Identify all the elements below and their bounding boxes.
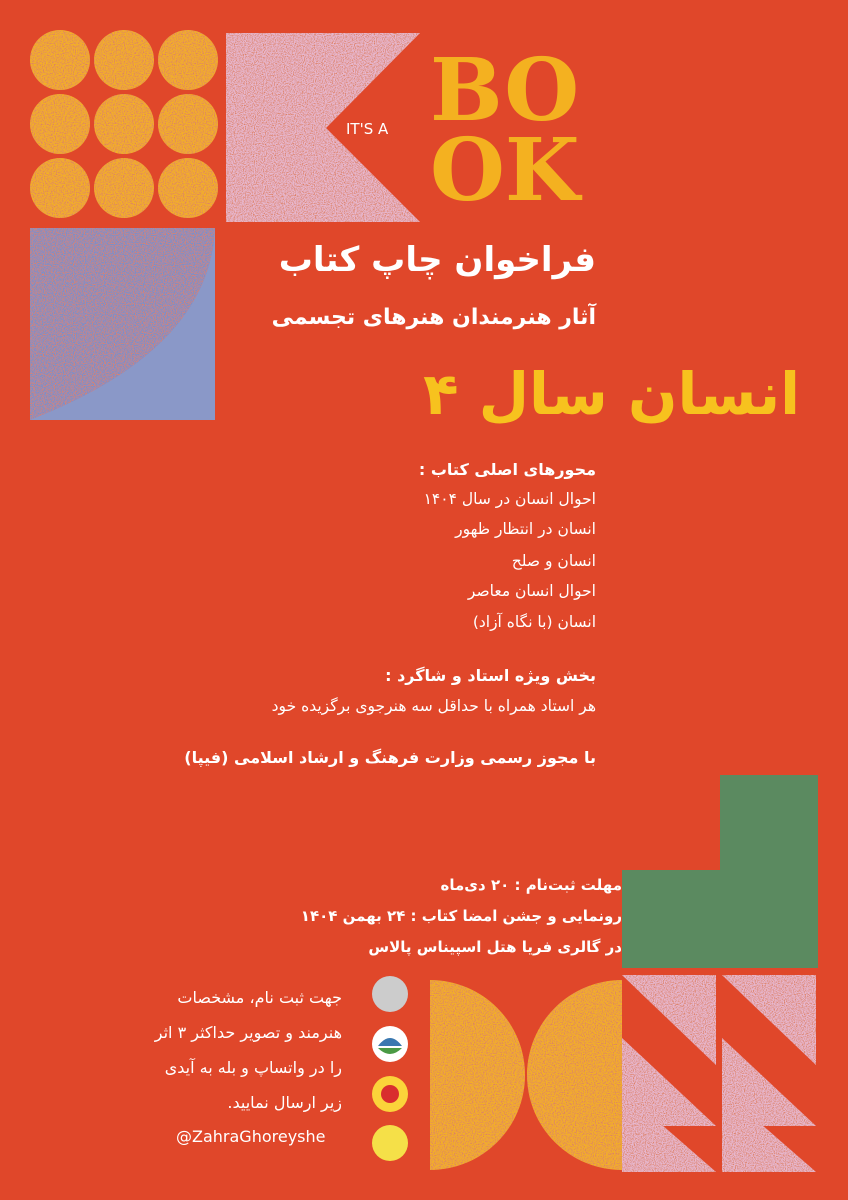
launch-date: رونمایی و جشن امضا کتاب : ۲۴ بهمن ۱۴۰۴	[300, 907, 622, 925]
theme-item: انسان (با نگاه آزاد)	[472, 613, 596, 631]
special-section-heading: بخش ویژه استاد و شاگرد :	[385, 666, 596, 685]
wordmark-line-2: OK	[430, 120, 580, 221]
registration-deadline: مهلت ثبت‌نام : ۲۰ دی‌ماه	[440, 876, 622, 894]
dot-grid-decoration	[30, 30, 218, 218]
themes-heading: محورهای اصلی کتاب :	[418, 460, 596, 479]
special-section-text: هر استاد همراه با حداقل سه هنرجوی برگزیده خود	[271, 697, 596, 715]
license-note: با مجوز رسمی وزارت فرهنگ و ارشاد اسلامی (فیپا)	[184, 748, 596, 767]
edition-title: انسان سال ۴	[423, 360, 800, 428]
wordmark-line-1: BO	[430, 40, 580, 141]
contact-handle[interactable]: @ZahraGhoreyshe	[176, 1127, 326, 1146]
logo-4	[372, 1125, 408, 1161]
theme-item: احوال انسان معاصر	[467, 582, 596, 600]
book-wordmark	[430, 40, 583, 221]
theme-item: انسان و صلح	[511, 552, 596, 570]
page-title: فراخوان چاپ کتاب	[278, 240, 596, 280]
theme-item: احوال انسان در سال ۱۴۰۴	[423, 490, 596, 508]
logo-1	[372, 976, 408, 1012]
page-subtitle: آثار هنرمندان هنرهای تجسمی	[271, 305, 596, 330]
registration-text: زیر ارسال نمایید.	[227, 1093, 342, 1112]
registration-text: جهت ثبت نام، مشخصات	[177, 988, 342, 1007]
theme-item: انسان در انتظار ظهور	[455, 520, 596, 538]
its-a-label: IT'S A	[346, 120, 389, 138]
registration-text: را در واتساپ و بله به آیدی	[164, 1058, 342, 1077]
registration-text: هنرمند و تصویر حداکثر ۳ اثر	[154, 1023, 342, 1042]
venue: در گالری فریا هتل اسپیناس پالاس	[368, 938, 622, 956]
